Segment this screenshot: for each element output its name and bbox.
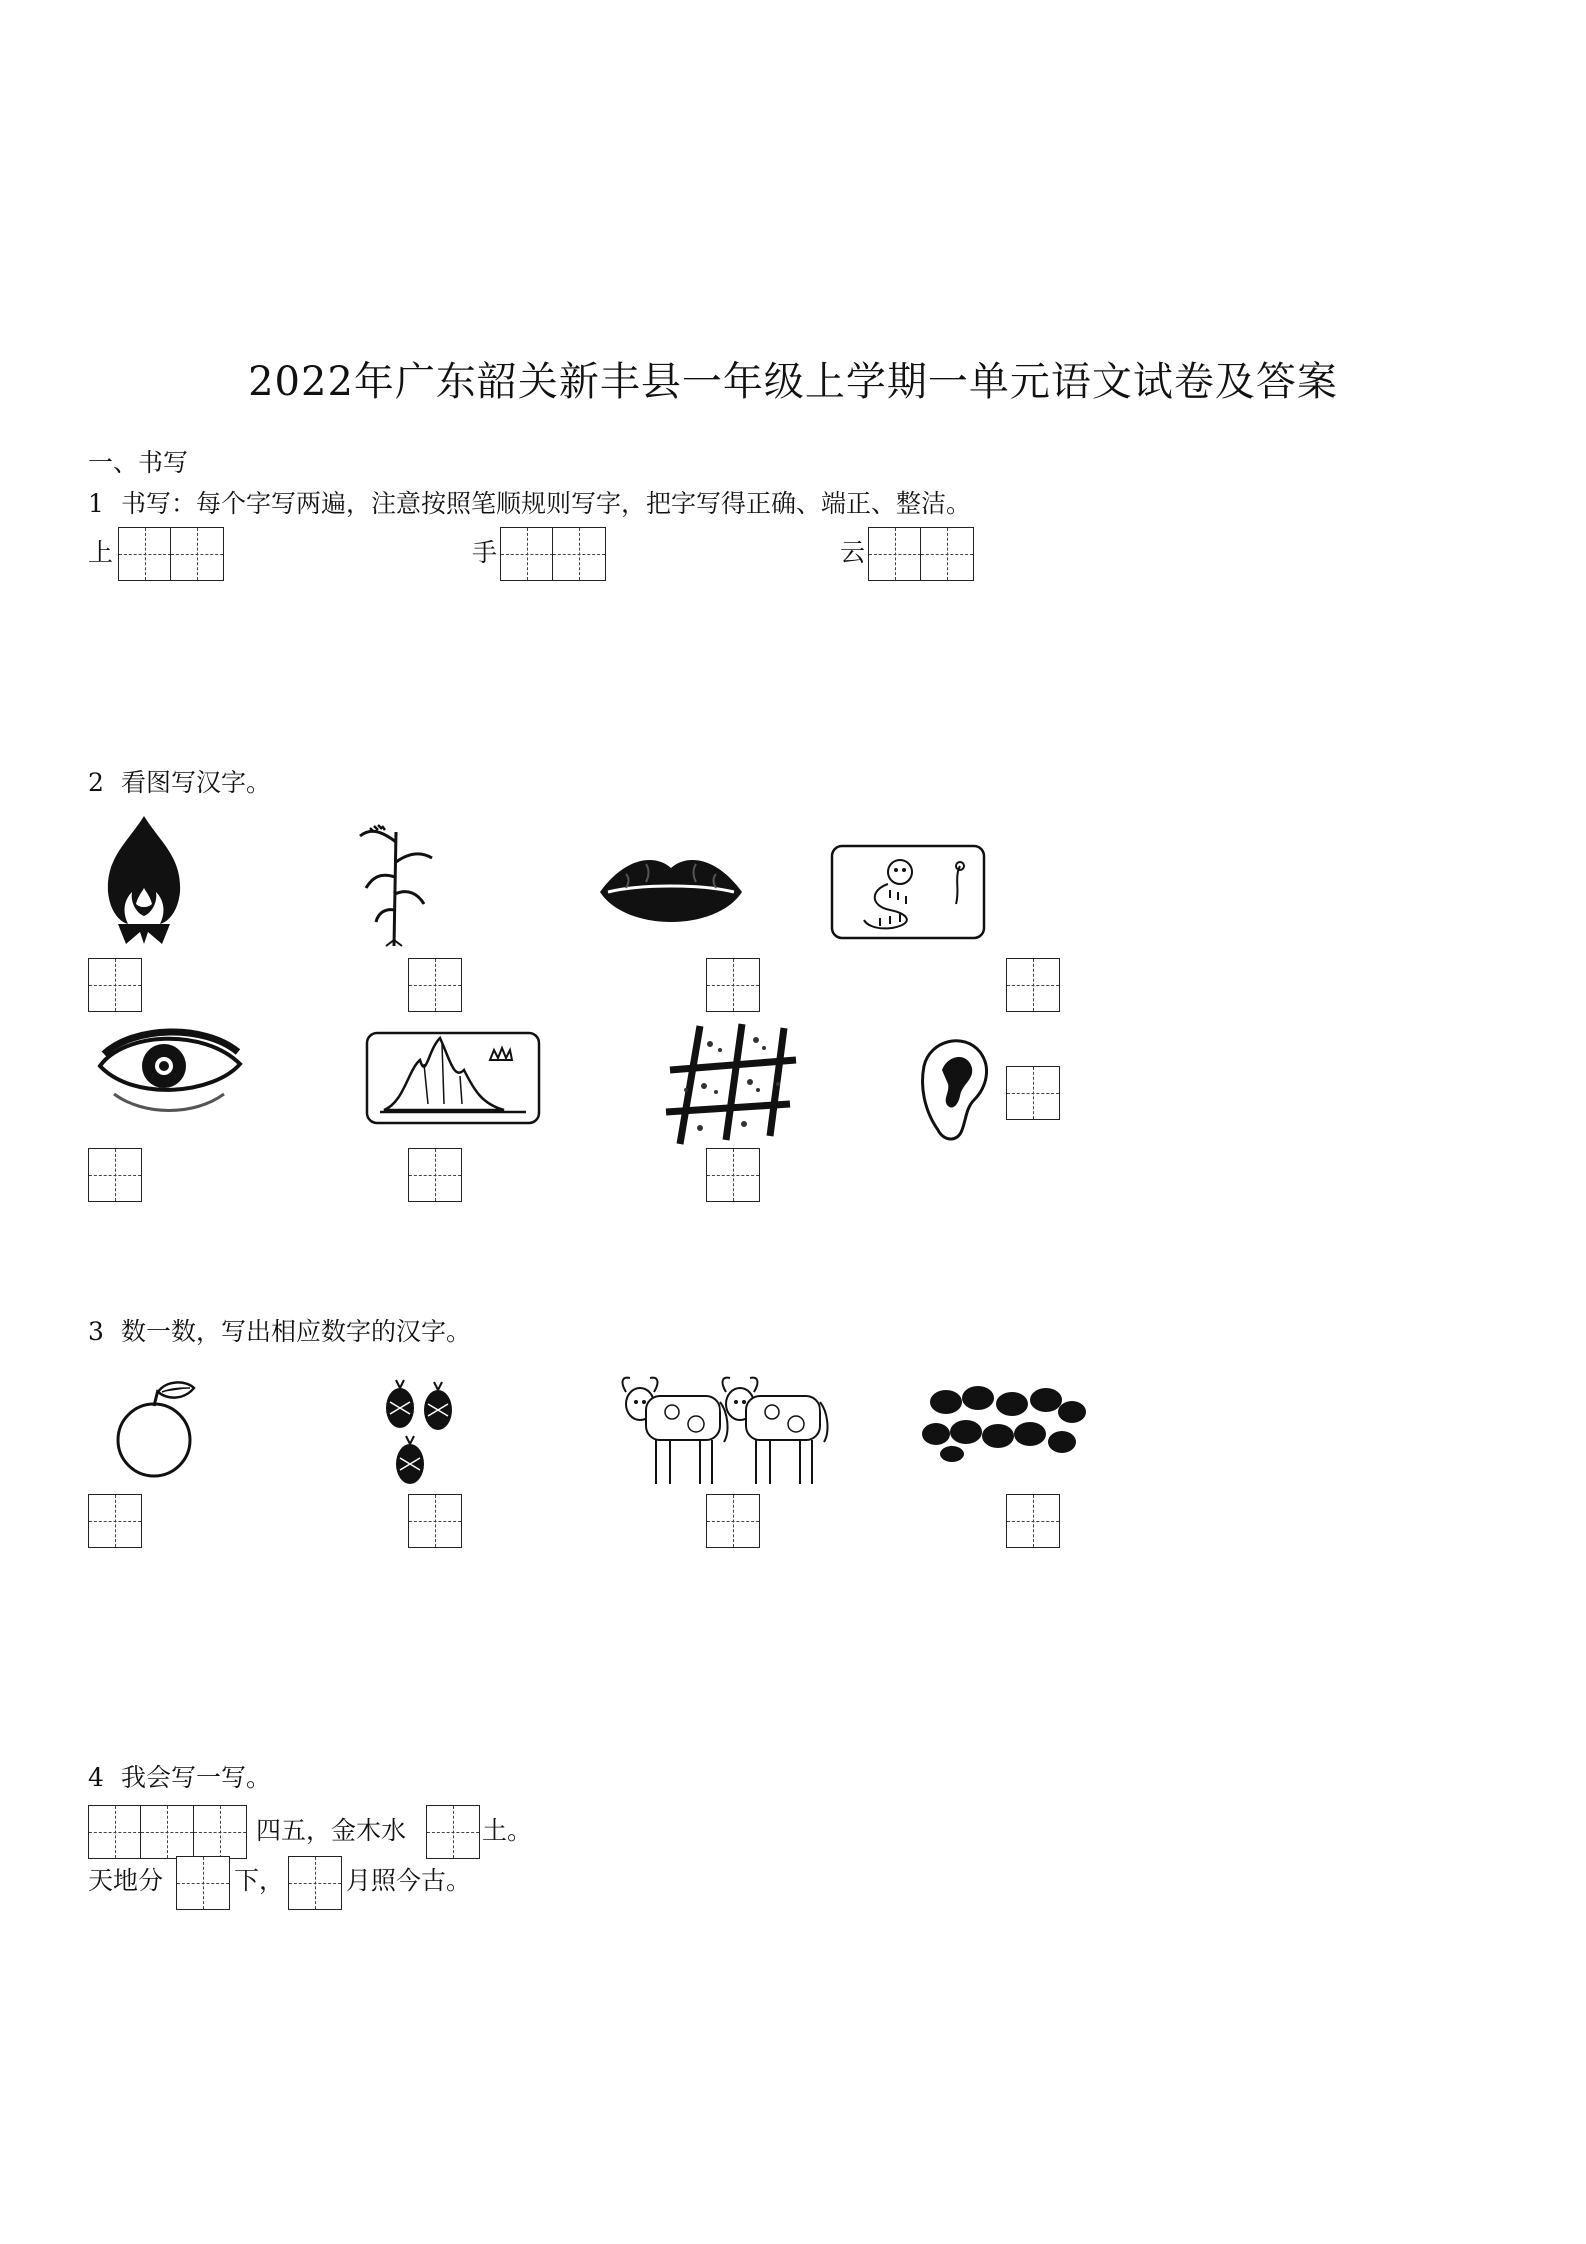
writing-cell[interactable]: [170, 527, 224, 581]
q4-line1-text-a: 四五，金木水: [256, 1816, 407, 1845]
q1-char-shou: 手: [472, 538, 498, 567]
q4-line2-text-c: 月照今古。: [346, 1866, 472, 1895]
pineapples-picture: [378, 1378, 462, 1488]
section-heading: 一、书写: [88, 448, 189, 477]
writing-cell[interactable]: [118, 527, 172, 581]
writing-cell[interactable]: [88, 1148, 142, 1202]
writing-cell[interactable]: [88, 958, 142, 1012]
writing-cell[interactable]: [88, 1805, 142, 1859]
mountain-picture: [364, 1030, 542, 1126]
writing-cell[interactable]: [408, 1148, 462, 1202]
q2-answer-box-4: [1006, 958, 1060, 1012]
fire-picture: [98, 812, 190, 947]
writing-cell[interactable]: [868, 527, 922, 581]
q1-grid-shou: [500, 527, 606, 581]
q3-answer-box-2: [408, 1494, 462, 1548]
q2-number: 2: [88, 768, 104, 797]
q2-answer-box-6: [408, 1148, 462, 1202]
pebbles-picture: [922, 1382, 1088, 1462]
field-picture: [660, 1020, 800, 1146]
page-title: 2022年广东韶关新丰县一年级上学期一单元语文试卷及答案: [248, 359, 1338, 405]
writing-cell[interactable]: [426, 1805, 480, 1859]
q4-prompt: 我会写一写。: [121, 1763, 272, 1792]
q4-line2-text-b: 下，: [234, 1866, 285, 1895]
q2-answer-box-7: [706, 1148, 760, 1202]
writing-cell[interactable]: [500, 527, 554, 581]
q1-grid-yun: [868, 527, 974, 581]
q4-line1-text-b: 土。: [482, 1816, 533, 1845]
q1-prompt: 书写：每个字写两遍，注意按照笔顺规则写字，把字写得正确、端正、整洁。: [121, 489, 972, 518]
eye-picture: [94, 1024, 244, 1124]
apple-picture: [112, 1378, 208, 1482]
q4-line2-blank-1: [176, 1856, 230, 1910]
ear-picture: [914, 1030, 994, 1146]
q4-line2-text-a: 天地分: [88, 1866, 164, 1895]
writing-cell[interactable]: [288, 1856, 342, 1910]
writing-cell[interactable]: [408, 1494, 462, 1548]
writing-cell[interactable]: [1006, 1494, 1060, 1548]
q2-answer-box-2: [408, 958, 462, 1012]
q4-number: 4: [88, 1763, 104, 1792]
q3-number: 3: [88, 1317, 104, 1346]
writing-cell[interactable]: [552, 527, 606, 581]
q4-line1-grid: [88, 1805, 247, 1859]
q4-line1-blank: [426, 1805, 480, 1859]
silkworm-picture: [830, 844, 986, 940]
q3-answer-box-4: [1006, 1494, 1060, 1548]
q2-answer-box-1: [88, 958, 142, 1012]
writing-cell[interactable]: [1006, 1066, 1060, 1120]
q1-char-shang: 上: [88, 538, 114, 567]
writing-cell[interactable]: [176, 1856, 230, 1910]
q1-grid-shang: [118, 527, 224, 581]
writing-cell[interactable]: [140, 1805, 194, 1859]
writing-cell[interactable]: [920, 527, 974, 581]
q3-prompt: 数一数，写出相应数字的汉字。: [121, 1317, 472, 1346]
q3-answer-box-3: [706, 1494, 760, 1548]
seedling-picture: [350, 822, 440, 947]
writing-cell[interactable]: [706, 1494, 760, 1548]
mouth-picture: [596, 848, 746, 938]
q2-answer-box-5: [88, 1148, 142, 1202]
cows-picture: [612, 1372, 840, 1492]
q2-answer-box-3: [706, 958, 760, 1012]
writing-cell[interactable]: [706, 1148, 760, 1202]
q2-answer-box-8: [1006, 1066, 1060, 1120]
q1-number: 1: [88, 489, 104, 518]
q4-line2-blank-2: [288, 1856, 342, 1910]
q3-answer-box-1: [88, 1494, 142, 1548]
writing-cell[interactable]: [193, 1805, 247, 1859]
q2-prompt: 看图写汉字。: [121, 768, 272, 797]
q1-char-yun: 云: [840, 538, 866, 567]
writing-cell[interactable]: [88, 1494, 142, 1548]
writing-cell[interactable]: [408, 958, 462, 1012]
writing-cell[interactable]: [1006, 958, 1060, 1012]
writing-cell[interactable]: [706, 958, 760, 1012]
